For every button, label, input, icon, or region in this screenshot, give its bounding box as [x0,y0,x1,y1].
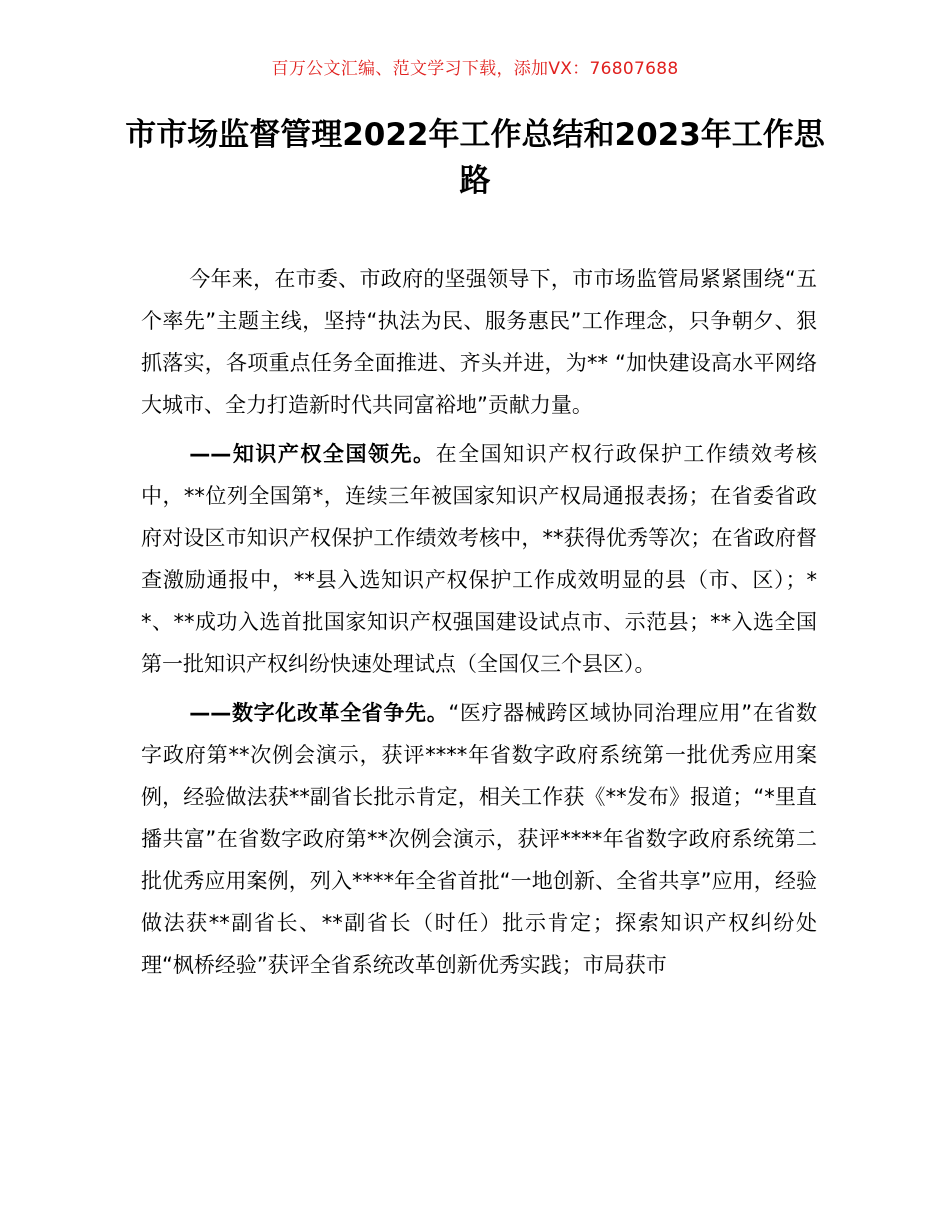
paragraph-ip-heading: ——知识产权全国领先。 [189,442,436,466]
paragraph-digital-reform [141,692,817,986]
paragraph-digital-text: “医疗器械跨区域协同治理应用”在省数字政府第**次例会演示，获评****年省数字政府系统第一批优秀应用案例，经验做法获**副省长批示肯定，相关工作获《**发布》报道；“*里直播共富”在省数字政府第**次例会演示，获评****年省数字政府系统第二批优秀应用案例，列入****年全省首批“一地创新、全省共享”应用，经验做法获**副省长、**副省长（时任）批示肯定；探索知识产权纠纷处理“枫桥经验”获评全省系统改革创新优秀实践；市局获市 [141,701,817,977]
paragraph-ip-text: 在全国知识产权行政保护工作绩效考核中，**位列全国第*，连续三年被国家知识产权局通报表扬；在省委省政府对设区市知识产权保护工作绩效考核中，**获得优秀等次；在省政府督查激励通报中，**县入选知识产权保护工作成效明显的县（市、区）；**、**成功入选首批国家知识产权强国建设试点市、示范县；**入选全国第一批知识产权纠纷快速处理试点（全国仅三个县区）。 [141,442,818,676]
paragraph-intro-text: 今年来，在市委、市政府的坚强领导下，市市场监管局紧紧围绕“五个率先”主题主线，坚持“执法为民、服务惠民”工作理念，只争朝夕、狠抓落实，各项重点任务全面推进、齐头并进，为** “加快建设高水平网络大城市、全力打造新时代共同富裕地”贡献力量。 [141,267,817,417]
watermark-text: 百万公文汇编、范文学习下载，添加VX：76807688 [271,59,679,79]
document-body [141,258,817,993]
document-title: 市市场监督管理2022年工作总结和2023年工作思路 [125,117,825,199]
paragraph-ip-leading [141,433,817,685]
paragraph-digital-heading: ——数字化改革全省争先。 [189,701,449,725]
paragraph-intro [141,258,817,426]
